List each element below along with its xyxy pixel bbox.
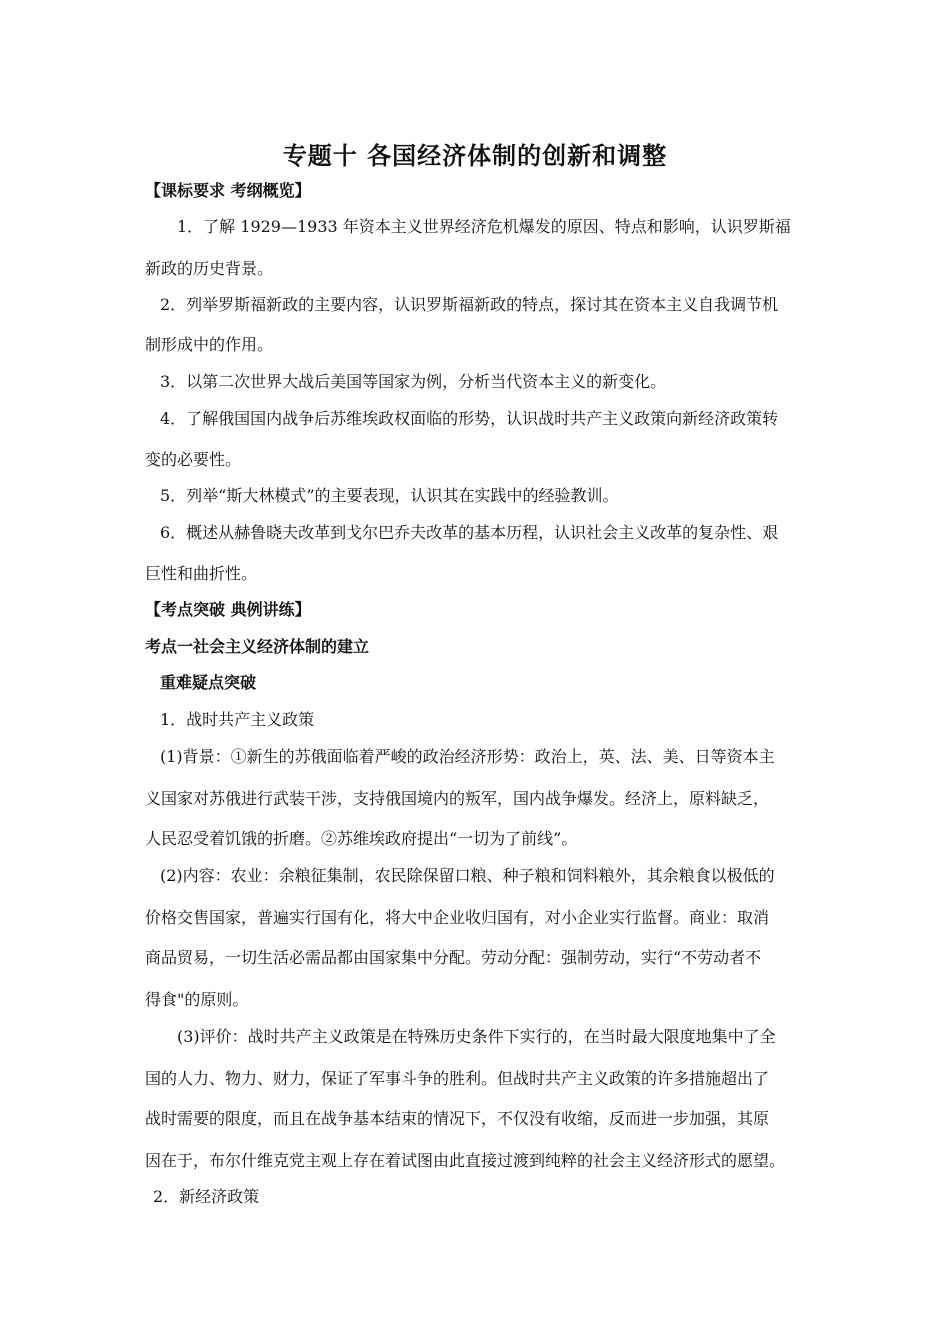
- paragraph-line: 国的人力、物力、财力，保证了军事斗争的胜利。但战时共产主义政策的许多措施超出了: [145, 1069, 770, 1088]
- requirement-line: 巨性和曲折性。: [145, 564, 258, 583]
- subheading: 重难疑点突破: [160, 673, 257, 692]
- paragraph-line: 得食"的原则。: [145, 990, 249, 1009]
- paragraph-line: 因在于，布尔什维克党主观上存在着试图由此直接过渡到纯粹的社会主义经济形式的愿望。: [145, 1151, 786, 1170]
- requirement-line: 变的必要性。: [145, 450, 242, 469]
- paragraph-line: 价格交售国家，普遍实行国有化，将大中企业收归国有，对小企业实行监督。商业：取消: [145, 908, 770, 927]
- requirement-line: 3．以第二次世界大战后美国等国家为例，分析当代资本主义的新变化。: [160, 372, 667, 391]
- requirement-line: 新政的历史背景。: [145, 259, 274, 278]
- paragraph-line: 人民忍受着饥饿的折磨。②苏维埃政府提出“一切为了前线”。: [145, 829, 578, 848]
- paragraph-line: 商品贸易，一切生活必需品都由国家集中分配。劳动分配：强制劳动，实行“不劳动者不: [145, 948, 762, 967]
- document-title: 专题十 各国经济体制的创新和调整: [282, 141, 668, 170]
- requirement-line: 2．列举罗斯福新政的主要内容，认识罗斯福新政的特点，探讨其在资本主义自我调节机: [160, 295, 779, 314]
- item-heading: 2．新经济政策: [153, 1187, 260, 1206]
- requirement-line: 5．列举“斯大林模式”的主要表现，认识其在实践中的经验教训。: [160, 486, 619, 505]
- requirement-line: 4．了解俄国国内战争后苏维埃政权面临的形势，认识战时共产主义政策向新经济政策转: [160, 409, 779, 428]
- paragraph-line: (3)评价：战时共产主义政策是在特殊历史条件下实行的，在当时最大限度地集中了全: [177, 1027, 776, 1046]
- paragraph-line: 义国家对苏俄进行武装干涉，支持俄国境内的叛军，国内战争爆发。经济上，原料缺乏，: [145, 789, 770, 808]
- requirement-line: 制形成中的作用。: [145, 335, 274, 354]
- paragraph-line: 战时需要的限度，而且在战争基本结束的情况下，不仅没有收缩，反而进一步加强，其原: [145, 1109, 770, 1128]
- section-heading-practice: 【考点突破 典例讲练】: [145, 600, 311, 619]
- item-heading: 1．战时共产主义政策: [160, 710, 315, 729]
- requirement-line: 6．概述从赫鲁晓夫改革到戈尔巴乔夫改革的基本历程，认识社会主义改革的复杂性、艰: [160, 523, 779, 542]
- requirement-line: 1．了解 1929—1933 年资本主义世界经济危机爆发的原因、特点和影响，认识罗斯福: [177, 217, 791, 236]
- topic-heading: 考点一社会主义经济体制的建立: [145, 637, 370, 656]
- paragraph-line: (1)背景：①新生的苏俄面临着严峻的政治经济形势：政治上，英、法、美、日等资本主: [160, 747, 775, 766]
- section-heading-requirements: 【课标要求 考纲概览】: [145, 181, 311, 200]
- paragraph-line: (2)内容：农业：余粮征集制，农民除保留口粮、种子粮和饲料粮外，其余粮食以极低的: [160, 866, 775, 885]
